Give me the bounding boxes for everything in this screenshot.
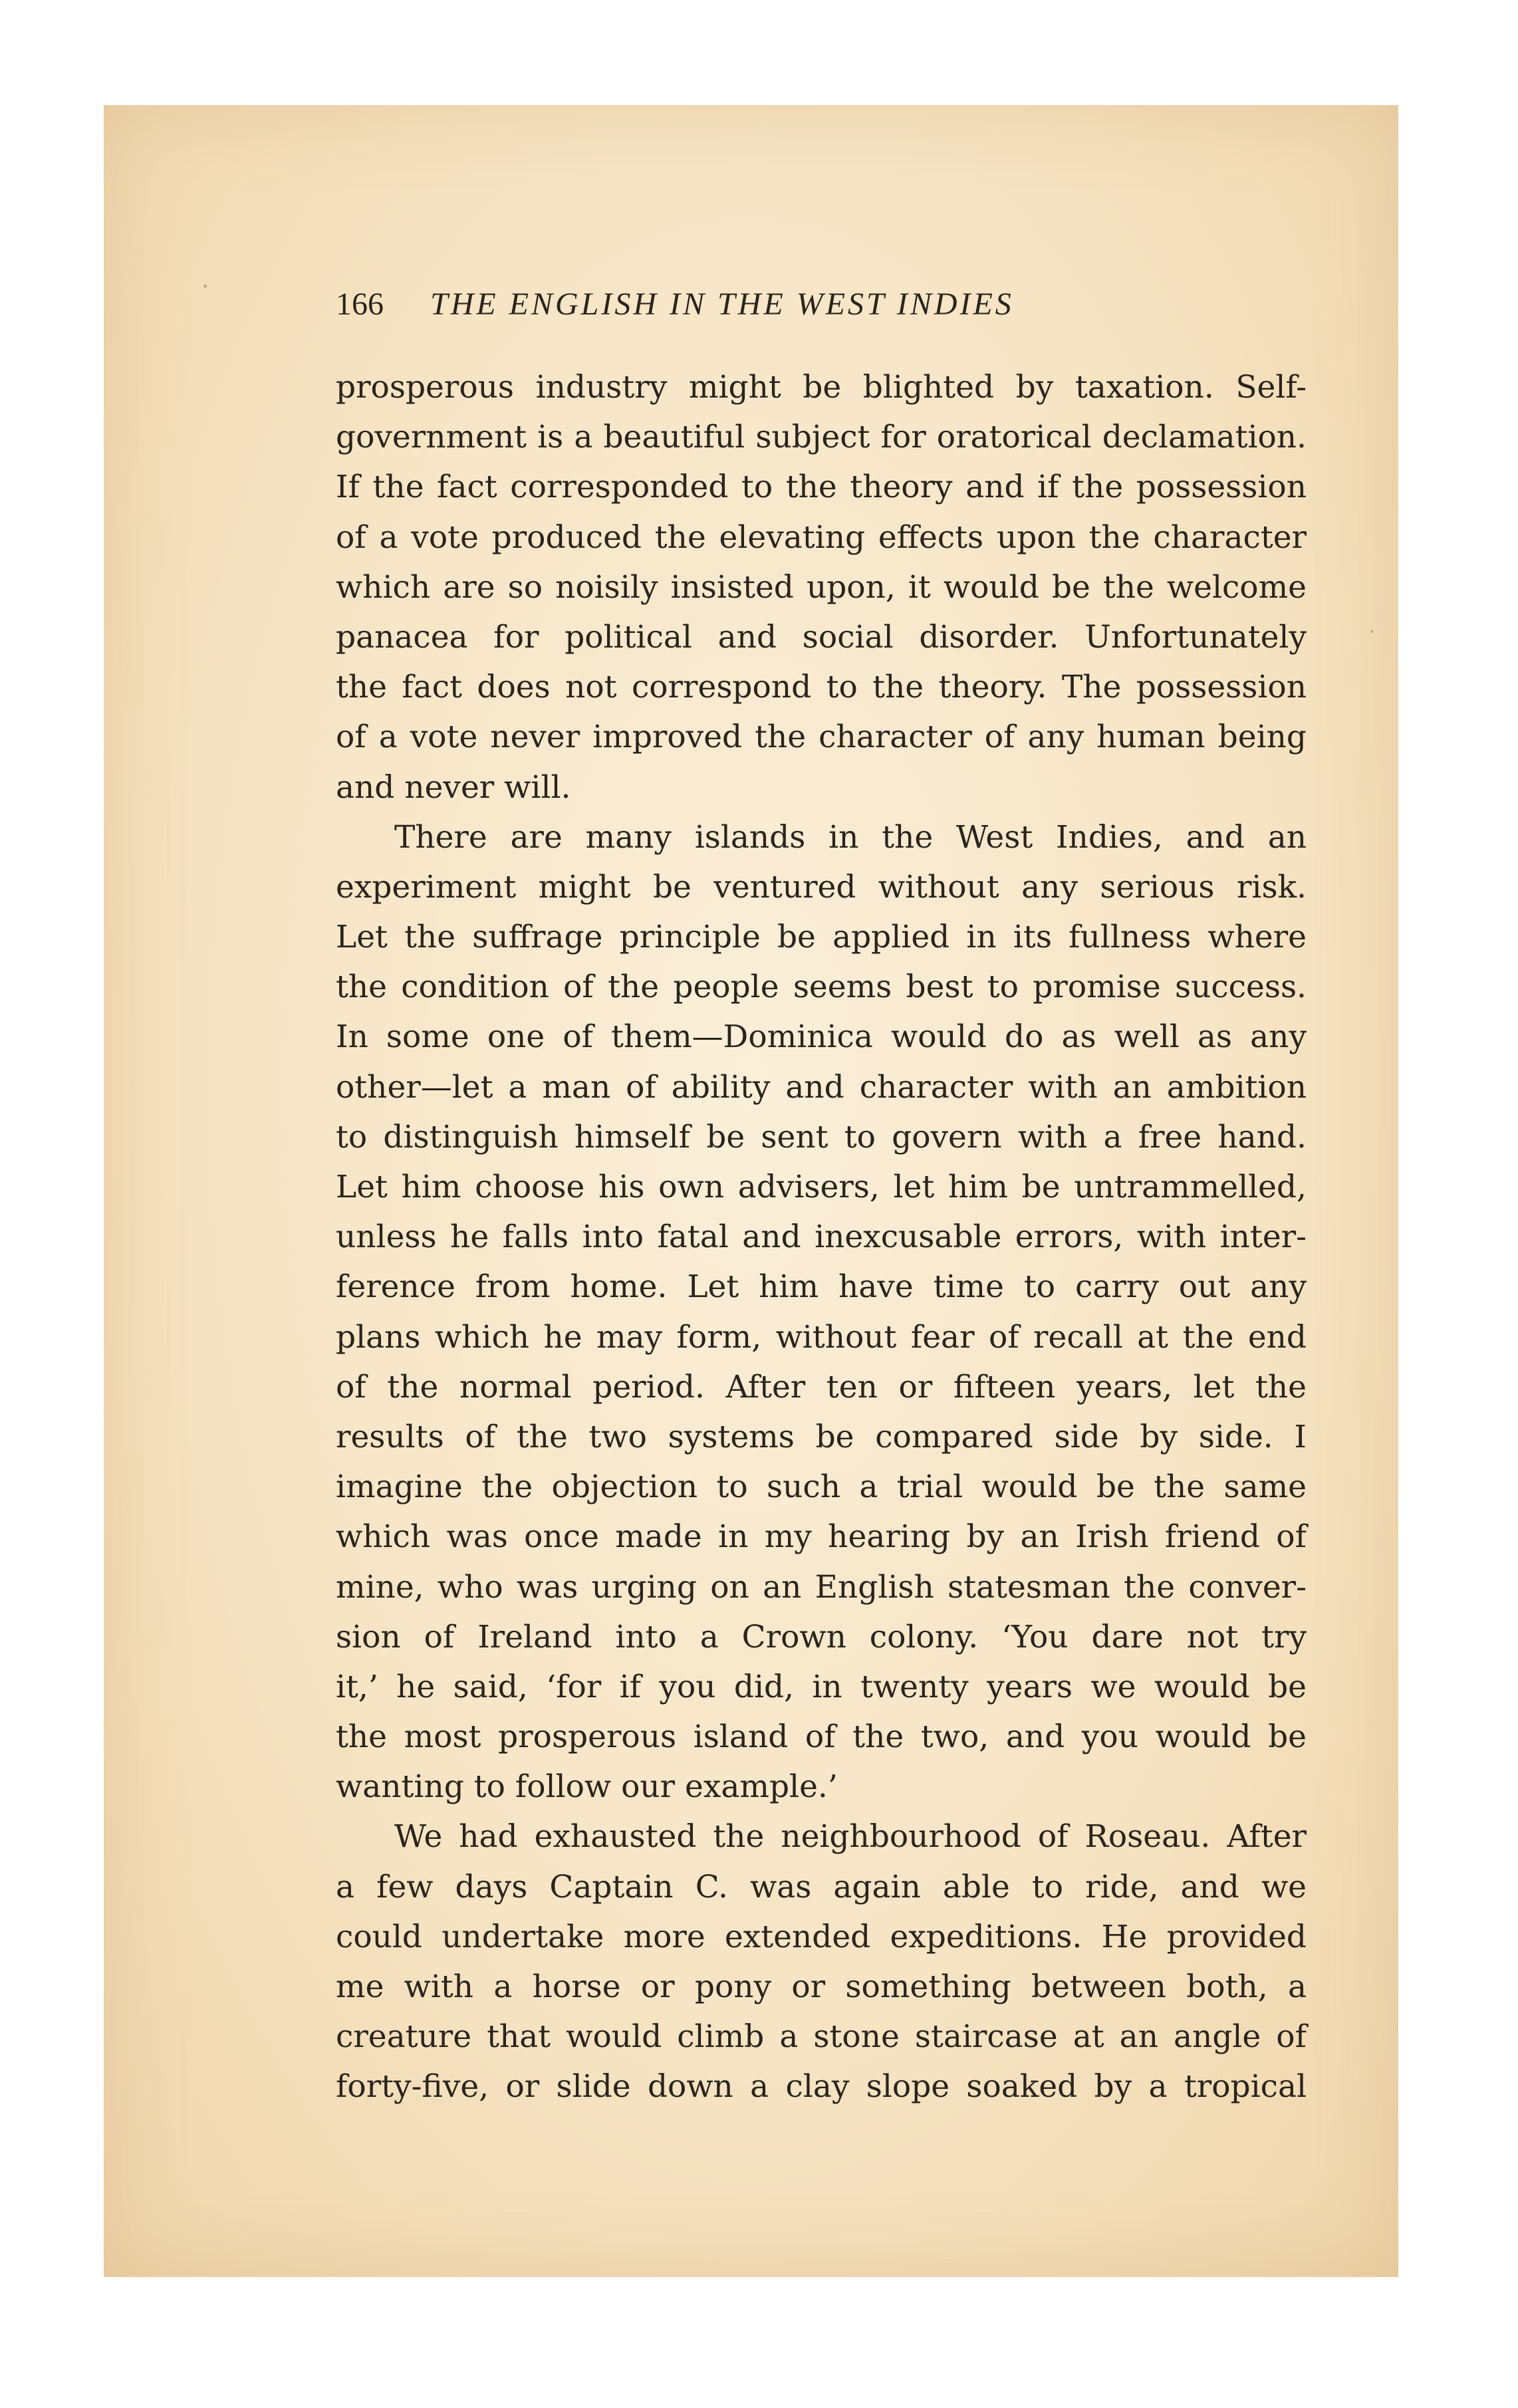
page-number: 166 (336, 287, 384, 322)
text-line: to distinguish himself be sent to govern with a free hand. (336, 1118, 1307, 1155)
text-line: of the normal period. After ten or fifteen years, let the (336, 1368, 1307, 1405)
text-line: forty-five, or slide down a clay slope soaked by a tropical (336, 2068, 1307, 2106)
text-line: government is a beautiful subject for oratorical declamation. (336, 419, 1307, 456)
text-line: We had exhausted the neighbourhood of Roseau. After (394, 1818, 1307, 1856)
body-text (336, 362, 1307, 2112)
text-line: other—let a man of ability and character with an ambition (336, 1068, 1307, 1106)
text-line: of a vote never improved the character of any human being (336, 719, 1307, 756)
text-line: unless he falls into fatal and inexcusable errors, with inter- (336, 1219, 1307, 1256)
text-line: a few days Captain C. was again able to ride, and we (336, 1868, 1307, 1905)
text-line: In some one of them—Dominica would do as well as any (336, 1019, 1307, 1056)
paper-speck (203, 285, 207, 288)
text-line: Let him choose his own advisers, let him be untrammelled, (336, 1169, 1307, 1205)
text-line: the condition of the people seems best to promise success. (336, 969, 1307, 1006)
text-line: experiment might be ventured without any serious risk. (336, 868, 1307, 905)
text-line: and never will. (336, 769, 571, 806)
text-line: me with a horse or pony or something between both, a (336, 1969, 1307, 2005)
text-line: imagine the objection to such a trial would be the same (336, 1469, 1307, 1506)
text-line: could undertake more extended expeditions. He provided (336, 1918, 1307, 1955)
text-line: ference from home. Let him have time to carry out any (336, 1268, 1307, 1306)
page-header (336, 286, 1227, 332)
paper-speck (1370, 630, 1373, 633)
text-line: panacea for political and social disorder. Unfortunately (336, 618, 1307, 656)
text-line: If the fact corresponded to the theory and if the possession (336, 469, 1307, 506)
text-line: Let the suffrage principle be applied in its fullness where (336, 919, 1307, 956)
text-line: creature that would climb a stone staircase at an angle of (336, 2018, 1307, 2056)
text-line: mine, who was urging on an English statesman the conver- (336, 1568, 1307, 1606)
text-line: which are so noisily insisted upon, it would be the welcome (336, 568, 1307, 606)
text-line: plans which he may form, without fear of recall at the end (336, 1318, 1307, 1356)
running-title: THE ENGLISH IN THE WEST INDIES (430, 287, 1014, 322)
text-line: results of the two systems be compared side by side. I (336, 1418, 1307, 1455)
text-line: sion of Ireland into a Crown colony. ‘You dare not try (336, 1618, 1307, 1655)
text-line: the most prosperous island of the two, and you would be (336, 1719, 1307, 1756)
text-line: wanting to follow our example.’ (336, 1768, 838, 1806)
text-line: which was once made in my hearing by an Irish friend of (336, 1518, 1307, 1556)
text-line: There are many islands in the West Indies, and an (394, 818, 1307, 856)
text-line: of a vote produced the elevating effects upon the character (336, 519, 1307, 556)
text-line: prosperous industry might be blighted by taxation. Self- (336, 369, 1307, 406)
text-line: it,’ he said, ‘for if you did, in twenty years we would be (336, 1668, 1307, 1705)
text-line: the fact does not correspond to the theory. The possession (336, 669, 1307, 706)
